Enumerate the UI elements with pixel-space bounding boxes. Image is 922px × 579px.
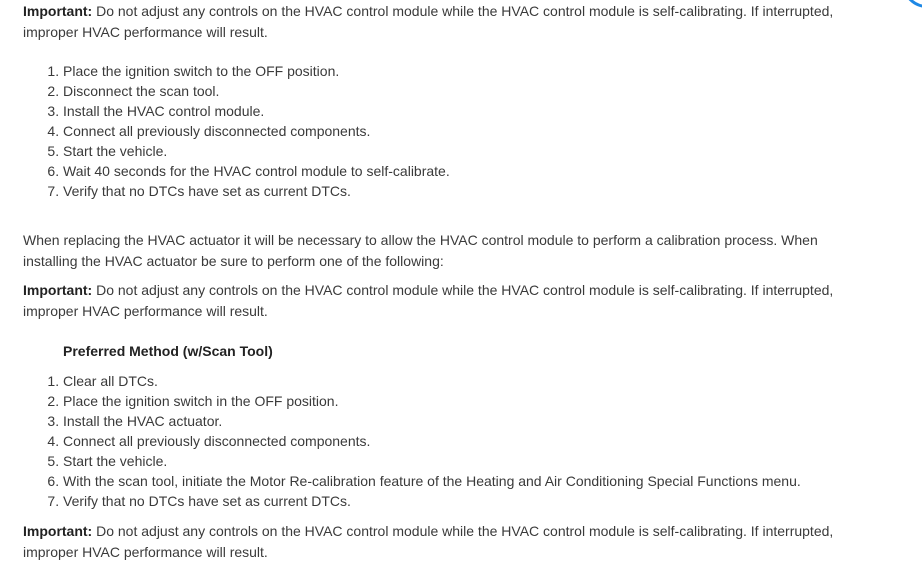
list-item: 3. Install the HVAC actuator. [63, 411, 873, 431]
list-item: 4. Connect all previously disconnected components. [63, 431, 873, 451]
preferred-method-heading: Preferred Method (w/Scan Tool) [63, 343, 273, 359]
important-note-3 [23, 521, 873, 562]
list-item: 5. Start the vehicle. [63, 141, 873, 161]
important-label: Important: [23, 523, 93, 539]
important-text: Do not adjust any controls on the HVAC control module while the HVAC control module is self-calibrating. If interrupted, improper HVAC performance will result. [23, 523, 834, 560]
list-item: 6. With the scan tool, initiate the Motor Re-calibration feature of the Heating and Air Conditioning Special Functions menu. [63, 471, 873, 491]
important-note-1 [23, 1, 873, 42]
important-note-2 [23, 280, 873, 321]
list-item: 1. Clear all DTCs. [63, 371, 873, 391]
list-item: 7. Verify that no DTCs have set as current DTCs. [63, 181, 873, 201]
list-item: 6. Wait 40 seconds for the HVAC control module to self-calibrate. [63, 161, 873, 181]
important-text: Do not adjust any controls on the HVAC control module while the HVAC control module is self-calibrating. If interrupted, improper HVAC performance will result. [23, 3, 834, 40]
important-text: Do not adjust any controls on the HVAC control module while the HVAC control module is self-calibrating. If interrupted, improper HVAC performance will result. [23, 282, 834, 319]
document-body [23, 1, 873, 562]
procedure-list-2 [23, 371, 873, 511]
list-item: 3. Install the HVAC control module. [63, 101, 873, 121]
important-label: Important: [23, 282, 93, 298]
list-item: 5. Start the vehicle. [63, 451, 873, 471]
important-label: Important: [23, 3, 93, 19]
list-item: 7. Verify that no DTCs have set as current DTCs. [63, 491, 873, 511]
list-item: 2. Disconnect the scan tool. [63, 81, 873, 101]
actuator-paragraph: When replacing the HVAC actuator it will be necessary to allow the HVAC control module to perform a calibration process. When installing the HVAC actuator be sure to perform one of the following: [23, 232, 818, 269]
list-item: 4. Connect all previously disconnected components. [63, 121, 873, 141]
list-item: 1. Place the ignition switch to the OFF position. [63, 61, 873, 81]
procedure-list-1 [23, 61, 873, 201]
list-item: 2. Place the ignition switch in the OFF position. [63, 391, 873, 411]
corner-accent-arc [902, 0, 922, 8]
